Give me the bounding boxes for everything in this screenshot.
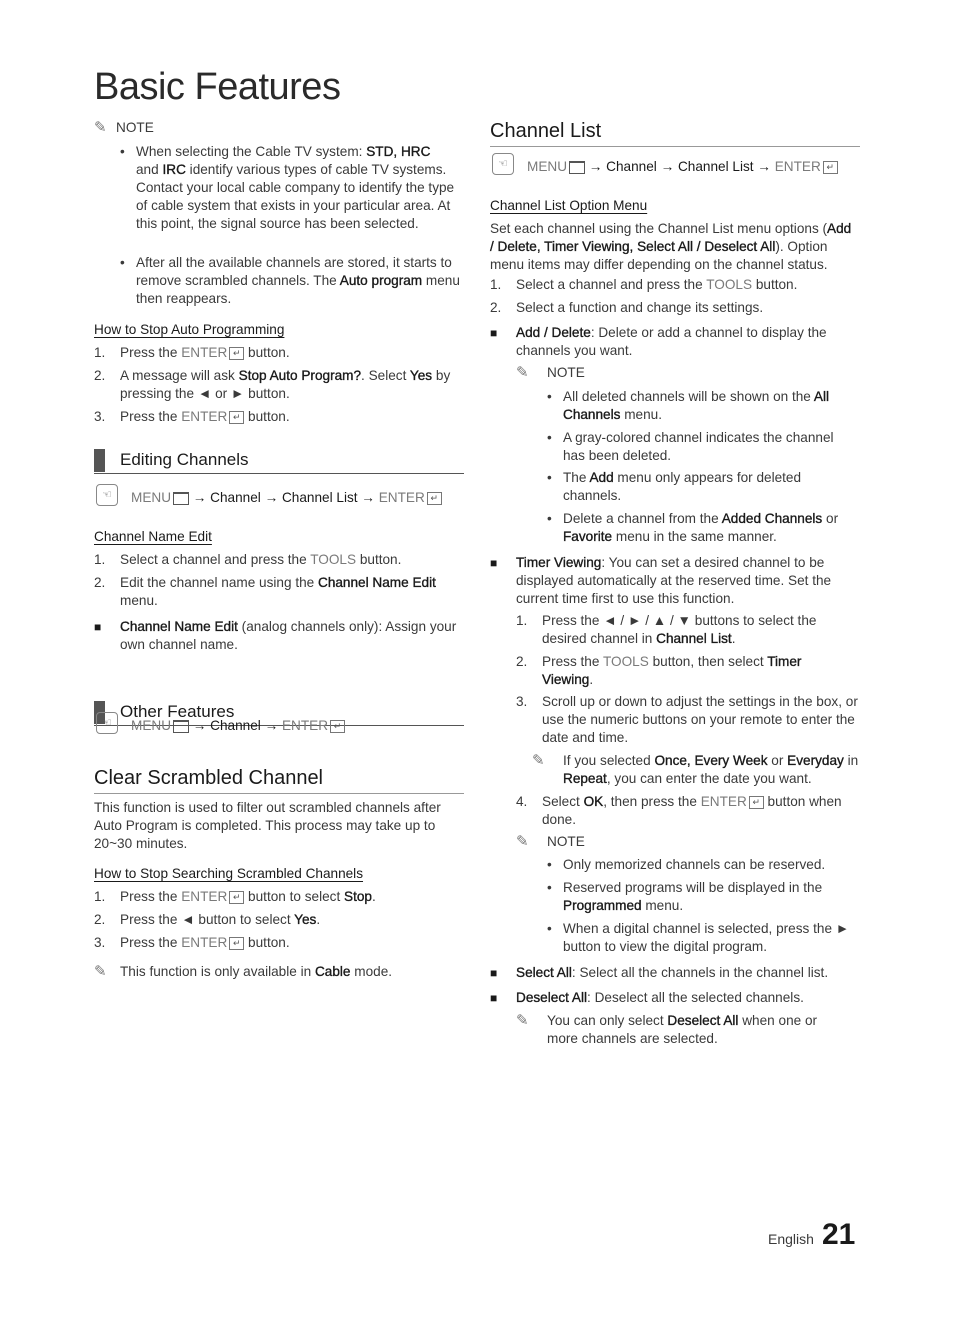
note-header: ✎ NOTE — [516, 833, 585, 850]
note-header: ✎ NOTE — [94, 119, 154, 136]
heading-bar — [94, 449, 105, 472]
pencil-icon: ✎ — [94, 119, 107, 136]
section-subtitle: How to Stop Auto Programming — [94, 322, 285, 337]
note-bullet: • All deleted channels will be shown on the All Channels menu. — [547, 389, 830, 422]
pencil-icon: ✎ — [516, 1012, 529, 1029]
menu-path: MENU → Channel → Channel List → ENTER ↵ — [527, 158, 838, 176]
note-line: ✎ If you selected Once, Every Week or Everyday in Repeat, you can enter the date you want. — [532, 752, 859, 786]
note-bullet: • A gray-colored channel indicates the channel has been deleted. — [547, 430, 834, 463]
list-item: 2. Select a function and change its settings. — [490, 300, 764, 315]
enter-icon: ↵ — [229, 347, 244, 360]
note-bullet: • When a digital channel is selected, press the ► button to view the digital program. — [547, 921, 850, 954]
enter-icon: ↵ — [427, 492, 442, 505]
list-item: 2. Edit the channel name using the Channel Name Edit menu. — [94, 575, 436, 608]
note-bullet: • Delete a channel from the Added Channels or Favorite menu in the same manner. — [547, 511, 839, 544]
paragraph: This function is used to filter out scrambled channels after Auto Program is completed. This process may take up to 20~30 minutes. — [94, 800, 441, 851]
enter-icon: ↵ — [330, 720, 345, 733]
note-bullet: • Reserved programs will be displayed in the Programmed menu. — [547, 880, 823, 913]
list-item: ■ Channel Name Edit (analog channels only): Assign your own channel name. — [94, 619, 457, 652]
bullet-dot: • — [120, 255, 125, 270]
list-item: ■ Deselect All: Deselect all the selected channels. — [490, 990, 804, 1005]
list-item: 1. Press the ENTER ↵ button to select Stop. — [94, 889, 376, 904]
menu-icon — [569, 161, 585, 174]
list-item: 3. Press the ENTER ↵ button. — [94, 409, 290, 424]
enter-icon: ↵ — [229, 937, 244, 950]
note-bullet: • After all the available channels are stored, it starts to remove scrambled channels. The Auto program menu then reappears. — [120, 255, 460, 306]
section-title: Clear Scrambled Channel — [94, 766, 464, 794]
section-heading: Editing Channels — [94, 449, 464, 474]
list-item: ■ Timer Viewing: You can set a desired channel to be displayed automatically at the reserved time. Set the current time first to use this function. — [490, 555, 832, 606]
section-heading: Other Features — [94, 701, 464, 726]
remote-hand-icon: ☜ — [96, 712, 118, 734]
pencil-icon: ✎ — [516, 364, 529, 381]
list-item: 4. Select OK, then press the ENTER ↵ button when done. — [516, 794, 842, 827]
square-bullet: ■ — [490, 556, 498, 570]
pencil-icon: ✎ — [94, 963, 107, 980]
note-header: ✎ NOTE — [516, 364, 585, 381]
menu-icon — [173, 720, 189, 733]
square-bullet: ■ — [490, 991, 498, 1005]
enter-icon: ↵ — [749, 796, 764, 809]
paragraph: Set each channel using the Channel List menu options (Add / Delete, Timer Viewing, Select All / Deselect All). Option menu items may differ depending on the channel status. — [490, 221, 852, 272]
note-bullet: • When selecting the Cable TV system: STD, HRC and IRC identify various types of cable TV systems. Contact your local cable company to identify the type of cable system that exists in your particular area. At this point, the signal source has been selected. — [120, 144, 455, 231]
note-line: ✎ This function is only available in Cable mode. — [94, 963, 393, 980]
remote-hand-icon: ☜ — [492, 153, 514, 175]
section-subtitle: Channel Name Edit — [94, 529, 212, 544]
list-item: 1. Press the ENTER ↵ button. — [94, 345, 290, 360]
list-item: 2. Press the TOOLS button, then select Timer Viewing. — [516, 654, 802, 687]
bullet-dot: • — [120, 144, 125, 159]
page-number: 21 — [822, 1218, 856, 1251]
note-bullet: • The Add menu only appears for deleted channels. — [547, 470, 802, 503]
section-subtitle: Channel List Option Menu — [490, 198, 648, 213]
pencil-icon: ✎ — [532, 752, 545, 769]
section-subtitle: How to Stop Searching Scrambled Channels — [94, 866, 364, 881]
pencil-icon: ✎ — [516, 833, 529, 850]
enter-icon: ↵ — [229, 891, 244, 904]
list-item: 2. A message will ask Stop Auto Program?. Select Yes by pressing the ◄ or ► button. — [94, 368, 451, 401]
section-title: Channel List — [490, 119, 860, 147]
footer-language: English — [768, 1231, 814, 1247]
menu-path: MENU → Channel → ENTER ↵ — [131, 717, 345, 735]
note-line: ✎ You can only select Deselect All when one or more channels are selected. — [516, 1012, 818, 1046]
menu-path: MENU → Channel → Channel List → ENTER ↵ — [131, 489, 442, 507]
enter-icon: ↵ — [229, 411, 244, 424]
list-item: 1. Select a channel and press the TOOLS button. — [490, 277, 798, 292]
list-item: 1. Press the ◄ / ► / ▲ / ▼ buttons to select the desired channel in Channel List. — [516, 613, 817, 646]
page-title: Basic Features — [94, 66, 341, 108]
list-item: 1. Select a channel and press the TOOLS button. — [94, 552, 402, 567]
square-bullet: ■ — [94, 620, 102, 634]
square-bullet: ■ — [490, 966, 498, 980]
enter-icon: ↵ — [823, 161, 838, 174]
menu-icon — [173, 492, 189, 505]
list-item: ■ Select All: Select all the channels in the channel list. — [490, 965, 829, 980]
list-item: 3. Scroll up or down to adjust the settings in the box, or use the numeric buttons on your remote to enter the date and time. — [516, 694, 858, 745]
square-bullet: ■ — [490, 326, 498, 340]
list-item: ■ Add / Delete: Delete or add a channel to display the channels you want. — [490, 325, 827, 358]
remote-hand-icon: ☜ — [96, 484, 118, 506]
list-item: 2. Press the ◄ button to select Yes. — [94, 912, 321, 927]
note-bullet: • Only memorized channels can be reserved. — [547, 857, 826, 872]
list-item: 3. Press the ENTER ↵ button. — [94, 935, 290, 950]
